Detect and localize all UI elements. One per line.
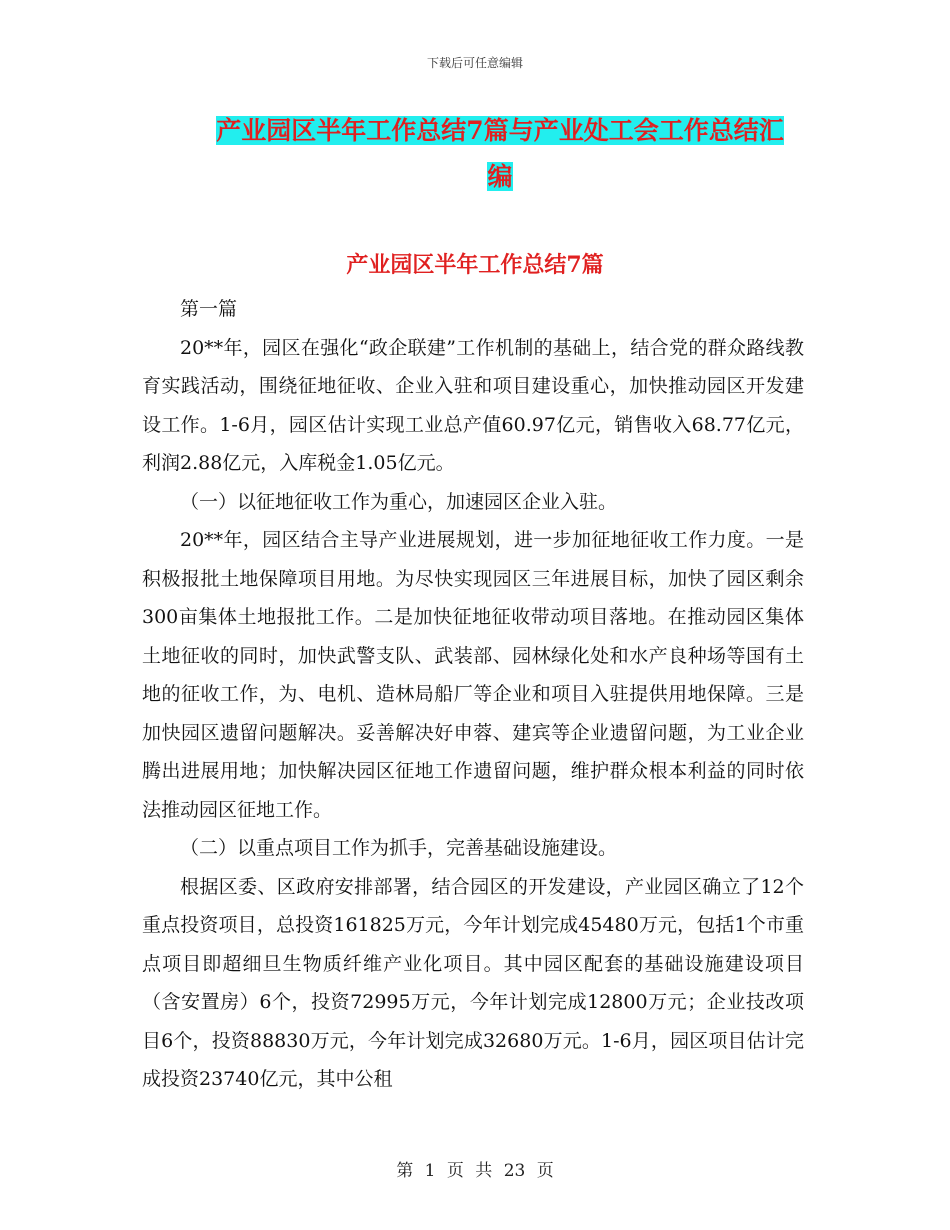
paragraph-subheading: （一）以征地征收工作为重心，加速园区企业入驻。: [180, 490, 618, 513]
paragraph-subheading: （二）以重点项目工作为抓手，完善基础设施建设。: [180, 837, 618, 859]
header-note: 下载后可任意编辑: [426, 56, 523, 70]
document-title-line1: 产业园区半年工作总结7篇与产业处工会工作总结汇: [216, 116, 784, 145]
paragraph: 根据区委、区政府安排部署，结合园区的开发建设，产业园区确立了12个重点投资项目，总投资161825万元，今年计划完成45480万元，包括1个市重点项目即超细旦生物质纤维产业化项目。其中园区配套的基础设施建设项目（含安置房）6个，投资72995万元，今年计划完成12800万元；企业技改项目6个，投资88830万元，今年计划完成32680万元。1-6月，园区项目估计完成投资23740亿元，其中公租: [142, 875, 804, 1090]
paragraph: 20**年，园区在强化“政企联建”工作机制的基础上，结合党的群众路线教育实践活动，围绕征地征收、企业入驻和项目建设重心，加快推动园区开发建设工作。1-6月，园区估计实现工业总产值60.97亿元，销售收入68.77亿元，利润2.88亿元，入库税金1.05亿元。: [142, 336, 804, 474]
paragraph-chapter-label: 第一篇: [180, 298, 238, 320]
document-title: [195, 108, 805, 200]
document-title-line2: 编: [487, 162, 513, 191]
body-text: [142, 290, 804, 1099]
page-number-footer: 第 1 页 共 23 页: [396, 1161, 554, 1181]
paragraph: 20**年，园区结合主导产业进展规划，进一步加征地征收工作力度。一是积极报批土地保障项目用地。为尽快实现园区三年进展目标，加快了园区剩余300亩集体土地报批工作。二是加快征地征收带动项目落地。在推动园区集体土地征收的同时，加快武警支队、武装部、园林绿化处和水产良种场等国有土地的征收工作，为、电机、造林局船厂等企业和项目入驻提供用地保障。三是加快园区遗留问题解决。妥善解决好申蓉、建宾等企业遗留问题，为工业企业腾出进展用地；加快解决园区征地工作遗留问题，维护群众根本利益的同时依法推动园区征地工作。: [142, 529, 804, 821]
section-title: 产业园区半年工作总结7篇: [346, 252, 604, 278]
